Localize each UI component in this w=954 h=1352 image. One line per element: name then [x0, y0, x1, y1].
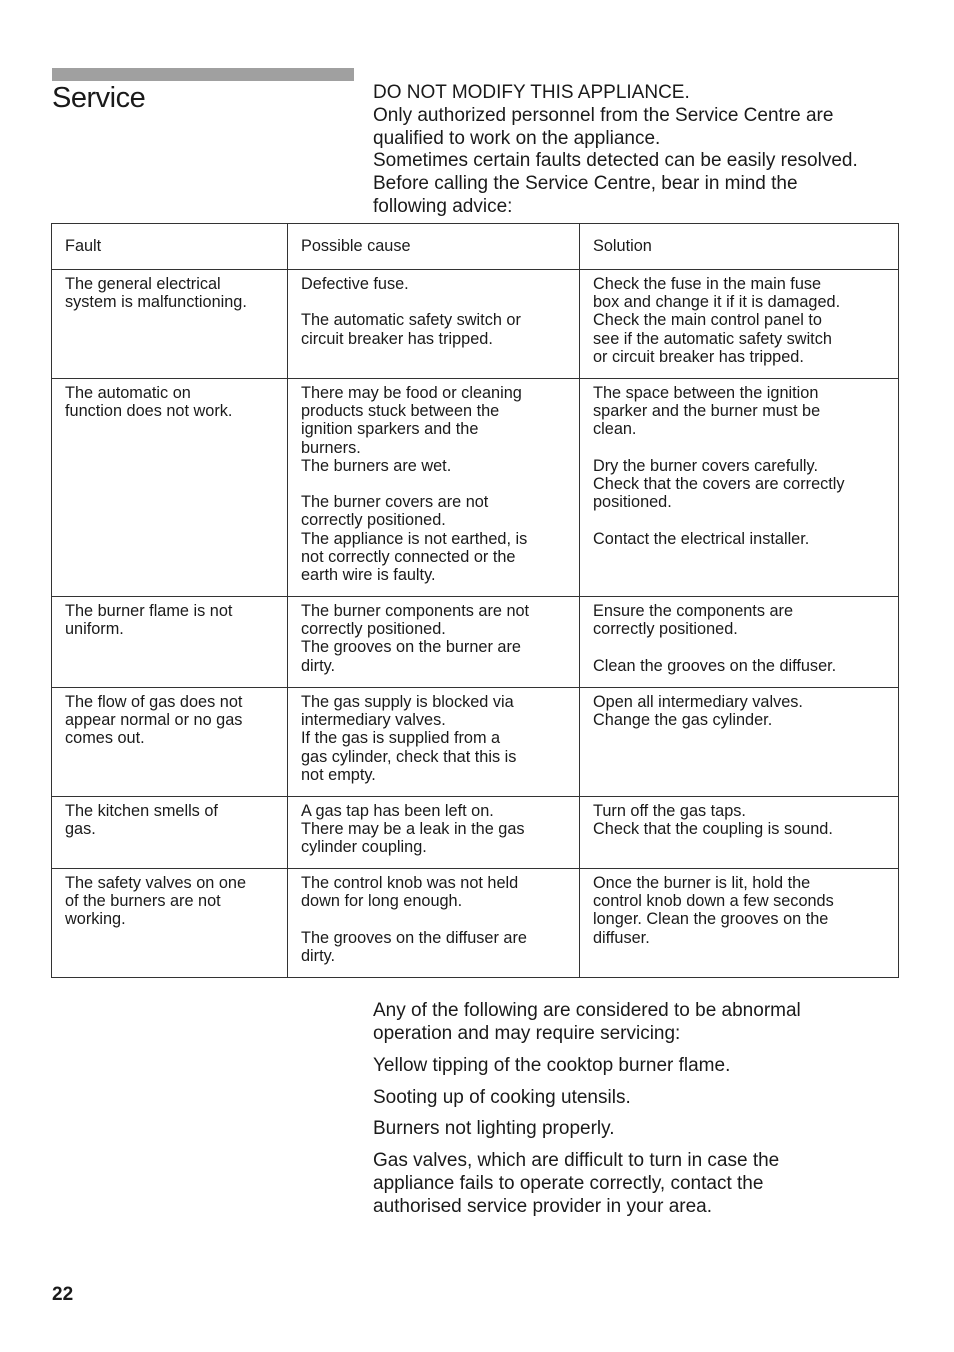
cell-text-line: control knob down a few seconds — [593, 892, 834, 911]
header-possible-cause: Possible cause — [288, 224, 580, 270]
cell-text-line: The control knob was not held — [301, 874, 519, 892]
cell-text-line: system is malfunctioning. — [65, 293, 247, 312]
cell-text-line: ignition sparkers and the — [301, 420, 479, 439]
cell-fault — [52, 869, 288, 978]
cell-text-line: The burner covers are not — [301, 493, 489, 512]
blank-line — [593, 511, 890, 529]
paragraph-line: operation and may require servicing: — [373, 1023, 681, 1045]
troubleshooting-table — [51, 223, 899, 978]
paragraph-line: authorised service provider in your area. — [373, 1196, 713, 1218]
cell-text-line: The grooves on the burner are — [301, 638, 521, 657]
cell-text-line: correctly positioned. — [593, 620, 738, 639]
cell-text-line: A gas tap has been left on. — [301, 802, 494, 820]
paragraph-line: Gas valves, which are difficult to turn in case the — [373, 1150, 780, 1172]
header-solution: Solution — [580, 224, 899, 270]
cell-solution — [580, 379, 899, 597]
blank-line — [301, 293, 571, 311]
page-title: Service — [52, 82, 146, 114]
intro-line: following advice: — [373, 195, 513, 217]
table-row — [52, 597, 899, 688]
cell-text-line: The burners are wet. — [301, 456, 452, 475]
cell-text-line: Check that the coupling is sound. — [593, 820, 833, 839]
cell-text-line: Contact the electrical installer. — [593, 529, 810, 548]
paragraph — [373, 1054, 913, 1077]
abnormal-operation-text — [373, 999, 913, 1227]
cell-fault — [52, 597, 288, 688]
cell-text-line: Change the gas cylinder. — [593, 711, 773, 730]
cell-fault — [52, 797, 288, 869]
paragraph-line: appliance fails to operate correctly, contact the — [373, 1173, 764, 1195]
cell-text-line: not empty. — [301, 765, 376, 784]
cell-solution — [580, 869, 899, 978]
cell-text-line: comes out. — [65, 729, 145, 748]
cell-text-line: uniform. — [65, 620, 124, 639]
cell-text-line: diffuser. — [593, 928, 650, 947]
header-fault: Fault — [52, 224, 288, 270]
cell-text-line: dirty. — [301, 946, 336, 965]
cell-cause — [288, 379, 580, 597]
cell-text-line: The grooves on the diffuser are — [301, 928, 527, 947]
cell-text-line: The kitchen smells of — [65, 802, 218, 820]
cell-solution — [580, 597, 899, 688]
cell-fault — [52, 379, 288, 597]
cell-text-line: cylinder coupling. — [301, 838, 427, 857]
table-row — [52, 869, 899, 978]
cell-text-line: Ensure the components are — [593, 602, 794, 620]
cell-text-line: The flow of gas does not — [65, 693, 243, 711]
cell-text-line: positioned. — [593, 493, 672, 512]
cell-text-line: Clean the grooves on the diffuser. — [593, 656, 837, 675]
cell-text-line: The space between the ignition — [593, 384, 819, 402]
intro-line: Sometimes certain faults detected can be easily resolved. — [373, 150, 858, 172]
cell-text-line: box and change it if it is damaged. — [593, 293, 841, 312]
intro-line: Before calling the Service Centre, bear in mind the — [373, 173, 798, 195]
cell-text-line: function does not work. — [65, 402, 233, 421]
paragraph-line: Sooting up of cooking utensils. — [373, 1086, 631, 1108]
cell-text-line: working. — [65, 910, 126, 929]
cell-text-line: The automatic safety switch or — [301, 311, 521, 330]
cell-text-line: intermediary valves. — [301, 711, 446, 730]
table-row — [52, 688, 899, 797]
cell-text-line: There may be food or cleaning — [301, 384, 522, 402]
cell-text-line: clean. — [593, 420, 637, 439]
intro-text — [373, 82, 913, 219]
cell-text-line: The burner components are not — [301, 602, 530, 620]
cell-text-line: The burner flame is not — [65, 602, 233, 620]
cell-text-line: sparker and the burner must be — [593, 402, 821, 421]
cell-text-line: burners. — [301, 438, 361, 457]
paragraph — [373, 999, 913, 1045]
table-row — [52, 270, 899, 379]
cell-fault — [52, 270, 288, 379]
cell-cause — [288, 597, 580, 688]
cell-text-line: Once the burner is lit, hold the — [593, 874, 811, 892]
cell-text-line: longer. Clean the grooves on the — [593, 910, 829, 929]
cell-text-line: Dry the burner covers carefully. — [593, 456, 819, 475]
cell-text-line: If the gas is supplied from a — [301, 729, 501, 748]
cell-text-line: correctly positioned. — [301, 620, 446, 639]
paragraph-line: Yellow tipping of the cooktop burner flame. — [373, 1054, 731, 1076]
cell-text-line: gas. — [65, 820, 96, 839]
cell-text-line: products stuck between the — [301, 402, 500, 421]
blank-line — [301, 910, 571, 928]
cell-text-line: The appliance is not earthed, is — [301, 529, 528, 548]
blank-line — [593, 439, 890, 457]
cell-text-line: Turn off the gas taps. — [593, 802, 746, 820]
blank-line — [593, 638, 890, 656]
cell-text-line: gas cylinder, check that this is — [301, 747, 517, 766]
paragraph-line: Any of the following are considered to be abnormal — [373, 1000, 801, 1021]
cell-text-line: The automatic on — [65, 384, 191, 402]
cell-text-line: circuit breaker has tripped. — [301, 329, 493, 348]
cell-text-line: appear normal or no gas — [65, 711, 243, 730]
cell-text-line: of the burners are not — [65, 892, 221, 911]
cell-cause — [288, 688, 580, 797]
cell-text-line: Check the fuse in the main fuse — [593, 275, 822, 293]
table-row — [52, 379, 899, 597]
cell-cause — [288, 869, 580, 978]
cell-text-line: down for long enough. — [301, 892, 463, 911]
blank-line — [301, 475, 571, 493]
cell-text-line: earth wire is faulty. — [301, 566, 436, 585]
cell-cause — [288, 797, 580, 869]
cell-text-line: The general electrical — [65, 275, 221, 293]
cell-text-line: not correctly connected or the — [301, 547, 516, 566]
paragraph — [373, 1086, 913, 1109]
cell-solution — [580, 797, 899, 869]
cell-text-line: Check the main control panel to — [593, 311, 822, 330]
intro-line: Only authorized personnel from the Service Centre are — [373, 104, 834, 126]
table-header-row — [52, 224, 899, 270]
cell-text-line: The gas supply is blocked via — [301, 693, 514, 711]
paragraph — [373, 1149, 913, 1219]
intro-line: qualified to work on the appliance. — [373, 127, 661, 149]
page-number: 22 — [52, 1284, 74, 1305]
cell-text-line: Check that the covers are correctly — [593, 475, 845, 493]
cell-text-line: Defective fuse. — [301, 275, 409, 293]
cell-text-line: correctly positioned. — [301, 511, 446, 530]
intro-line: DO NOT MODIFY THIS APPLIANCE. — [373, 82, 690, 103]
cell-fault — [52, 688, 288, 797]
cell-text-line: There may be a leak in the gas — [301, 820, 525, 839]
cell-text-line: or circuit breaker has tripped. — [593, 347, 804, 366]
paragraph — [373, 1117, 913, 1140]
table-row — [52, 797, 899, 869]
cell-text-line: dirty. — [301, 656, 336, 675]
cell-text-line: Open all intermediary valves. — [593, 693, 803, 711]
cell-cause — [288, 270, 580, 379]
cell-solution — [580, 270, 899, 379]
cell-text-line: The safety valves on one — [65, 874, 247, 892]
cell-text-line: see if the automatic safety switch — [593, 329, 832, 348]
paragraph-line: Burners not lighting properly. — [373, 1118, 615, 1140]
cell-solution — [580, 688, 899, 797]
